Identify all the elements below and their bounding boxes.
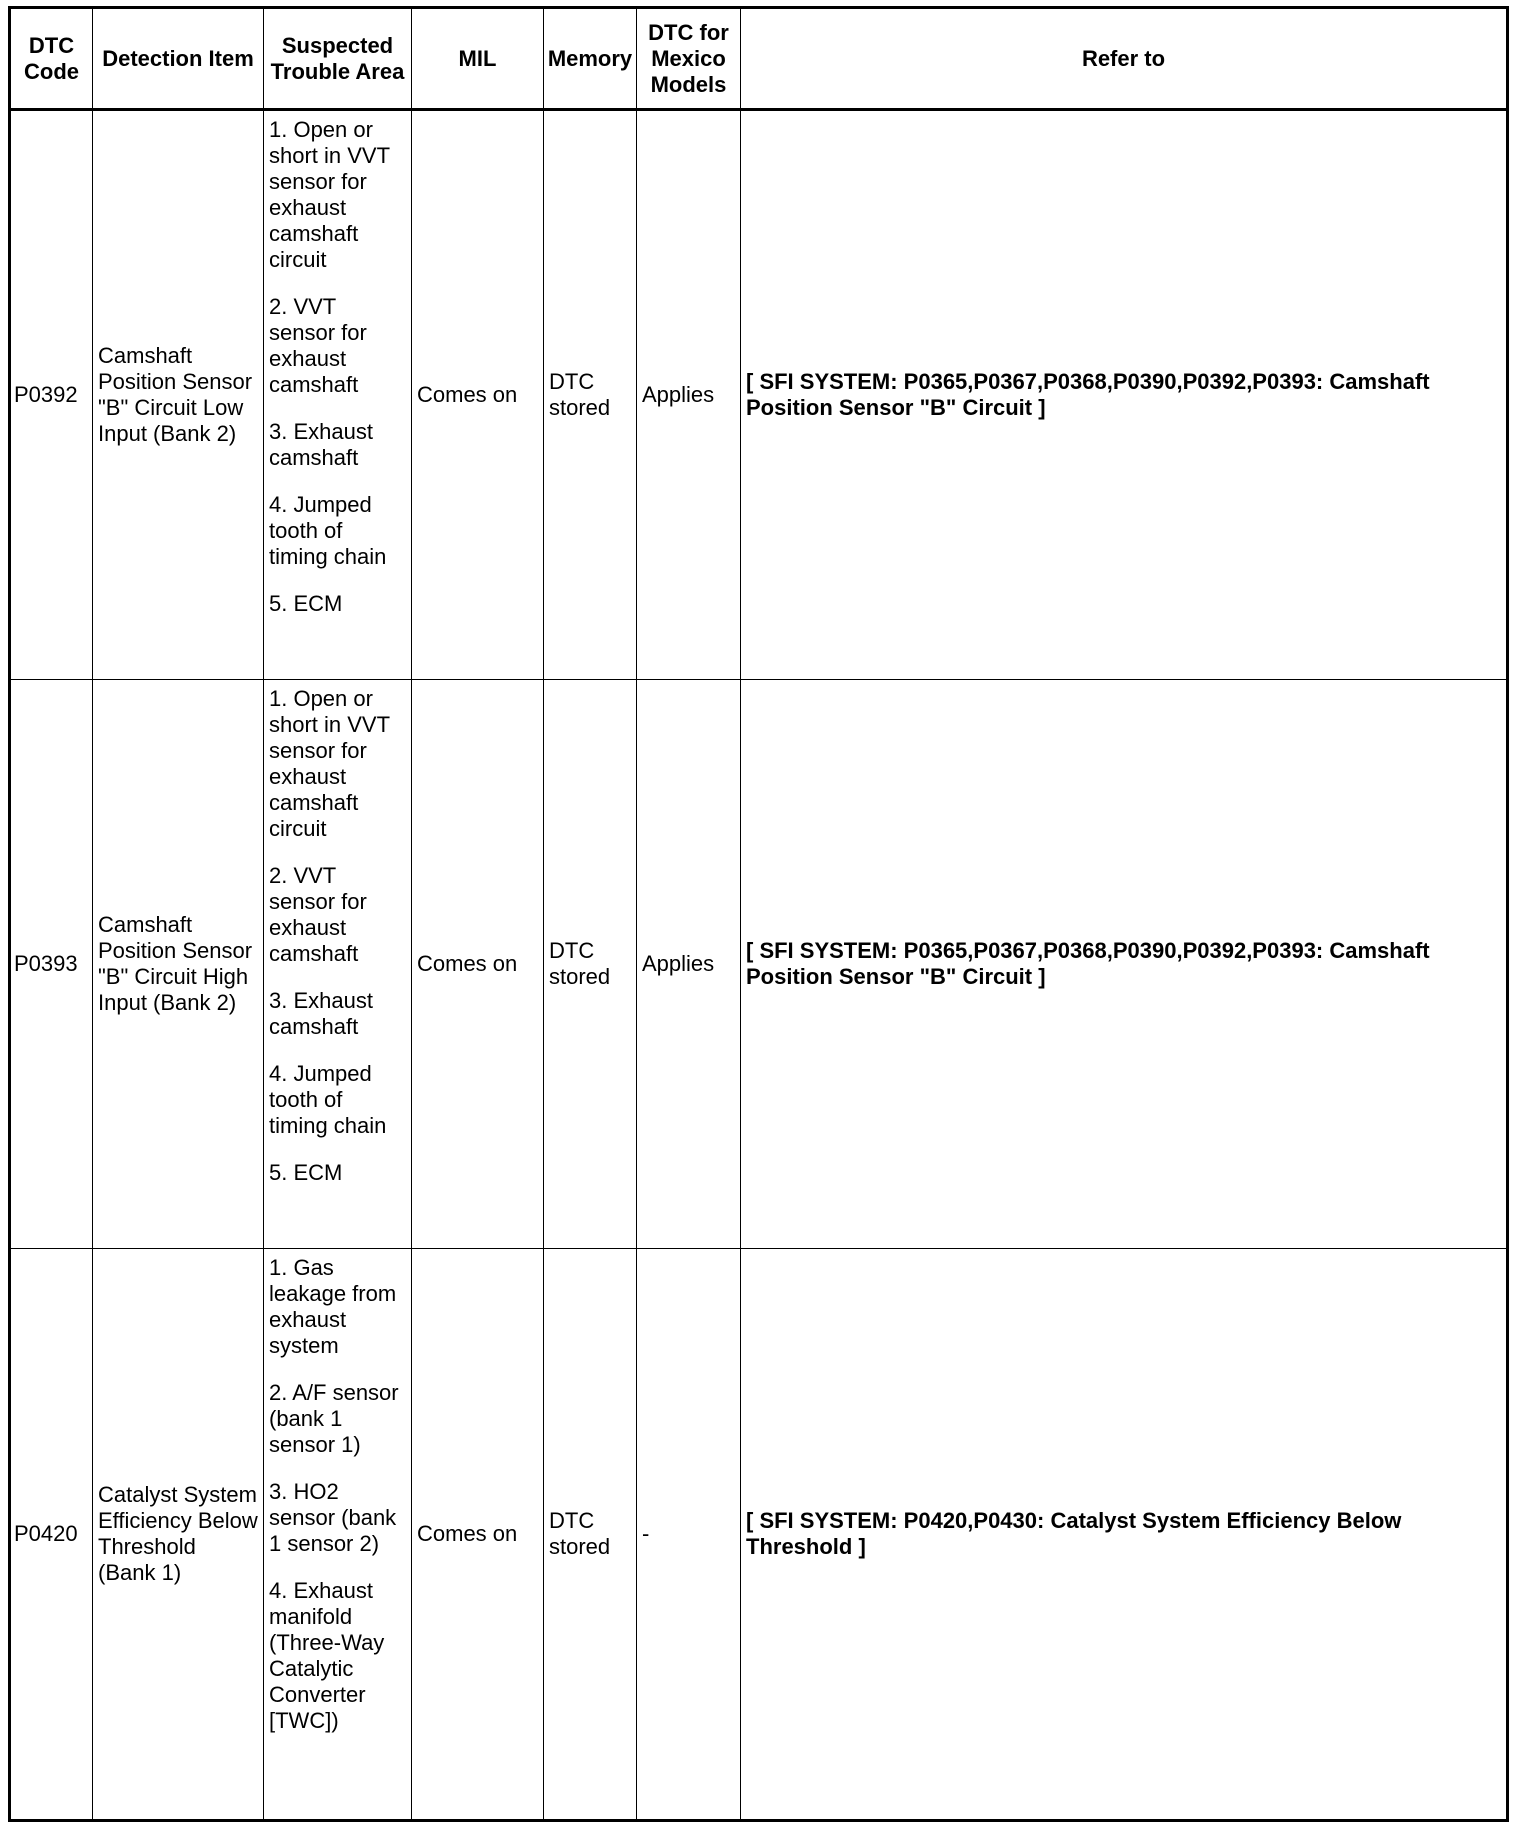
trouble-area-item: 1. Gas leakage from exhaust system bbox=[269, 1255, 397, 1358]
memory-cell: DTC stored bbox=[544, 680, 637, 1249]
trouble-area-item: 4. Exhaust manifold (Three-Way Catalytic Converter [TWC]) bbox=[269, 1578, 385, 1733]
trouble-area-item: 2. VVT sensor for exhaust camshaft bbox=[269, 294, 367, 397]
trouble-area-item: 3. Exhaust camshaft bbox=[269, 988, 373, 1039]
trouble-area-item: 2. VVT sensor for exhaust camshaft bbox=[269, 863, 367, 966]
header-mil: MIL bbox=[412, 8, 544, 110]
refer-to-cell: [ SFI SYSTEM: P0420,P0430: Catalyst System Efficiency Below Threshold ] bbox=[741, 1249, 1508, 1821]
suspected-trouble-area-cell bbox=[264, 680, 412, 1249]
memory-cell: DTC stored bbox=[544, 110, 637, 680]
table-body bbox=[10, 110, 1508, 1821]
refer-to-cell: [ SFI SYSTEM: P0365,P0367,P0368,P0390,P0392,P0393: Camshaft Position Sensor "B" Circuit ] bbox=[741, 110, 1508, 680]
trouble-area-item: 1. Open or short in VVT sensor for exhaust camshaft circuit bbox=[269, 117, 390, 272]
mexico-models-cell: Applies bbox=[637, 680, 741, 1249]
header-dtc-for-mexico-models: DTC for Mexico Models bbox=[637, 8, 741, 110]
dtc-code-cell: P0392 bbox=[10, 110, 93, 680]
trouble-area-item: 5. ECM bbox=[269, 591, 343, 616]
dtc-table bbox=[8, 6, 1509, 1822]
detection-item-cell: Catalyst System Efficiency Below Threshold (Bank 1) bbox=[93, 1249, 264, 1821]
mexico-models-cell: Applies bbox=[637, 110, 741, 680]
mil-cell: Comes on bbox=[412, 1249, 544, 1821]
trouble-area-item: 3. HO2 sensor (bank 1 sensor 2) bbox=[269, 1479, 397, 1556]
detection-item-cell: Camshaft Position Sensor "B" Circuit Low Input (Bank 2) bbox=[93, 110, 264, 680]
trouble-area-item: 4. Jumped tooth of timing chain bbox=[269, 1061, 387, 1138]
trouble-area-item: 3. Exhaust camshaft bbox=[269, 419, 373, 470]
header-detection-item: Detection Item bbox=[93, 8, 264, 110]
table-row bbox=[10, 1249, 1508, 1821]
suspected-trouble-area-cell bbox=[264, 110, 412, 680]
dtc-code-cell: P0393 bbox=[10, 680, 93, 1249]
trouble-area-item: 4. Jumped tooth of timing chain bbox=[269, 492, 387, 569]
trouble-area-item: 5. ECM bbox=[269, 1160, 343, 1185]
table-row bbox=[10, 110, 1508, 680]
table-header-row bbox=[10, 8, 1508, 110]
table-row bbox=[10, 680, 1508, 1249]
header-memory: Memory bbox=[544, 8, 637, 110]
memory-cell: DTC stored bbox=[544, 1249, 637, 1821]
refer-to-cell: [ SFI SYSTEM: P0365,P0367,P0368,P0390,P0392,P0393: Camshaft Position Sensor "B" Circuit ] bbox=[741, 680, 1508, 1249]
trouble-area-item: 2. A/F sensor (bank 1 sensor 1) bbox=[269, 1380, 399, 1457]
header-refer-to: Refer to bbox=[741, 8, 1508, 110]
dtc-code-cell: P0420 bbox=[10, 1249, 93, 1821]
header-suspected-trouble-area: Suspected Trouble Area bbox=[264, 8, 412, 110]
mil-cell: Comes on bbox=[412, 110, 544, 680]
mil-cell: Comes on bbox=[412, 680, 544, 1249]
trouble-area-item: 1. Open or short in VVT sensor for exhaust camshaft circuit bbox=[269, 686, 390, 841]
mexico-models-cell: - bbox=[637, 1249, 741, 1821]
suspected-trouble-area-cell bbox=[264, 1249, 412, 1821]
detection-item-cell: Camshaft Position Sensor "B" Circuit High Input (Bank 2) bbox=[93, 680, 264, 1249]
header-dtc-code: DTC Code bbox=[10, 8, 93, 110]
